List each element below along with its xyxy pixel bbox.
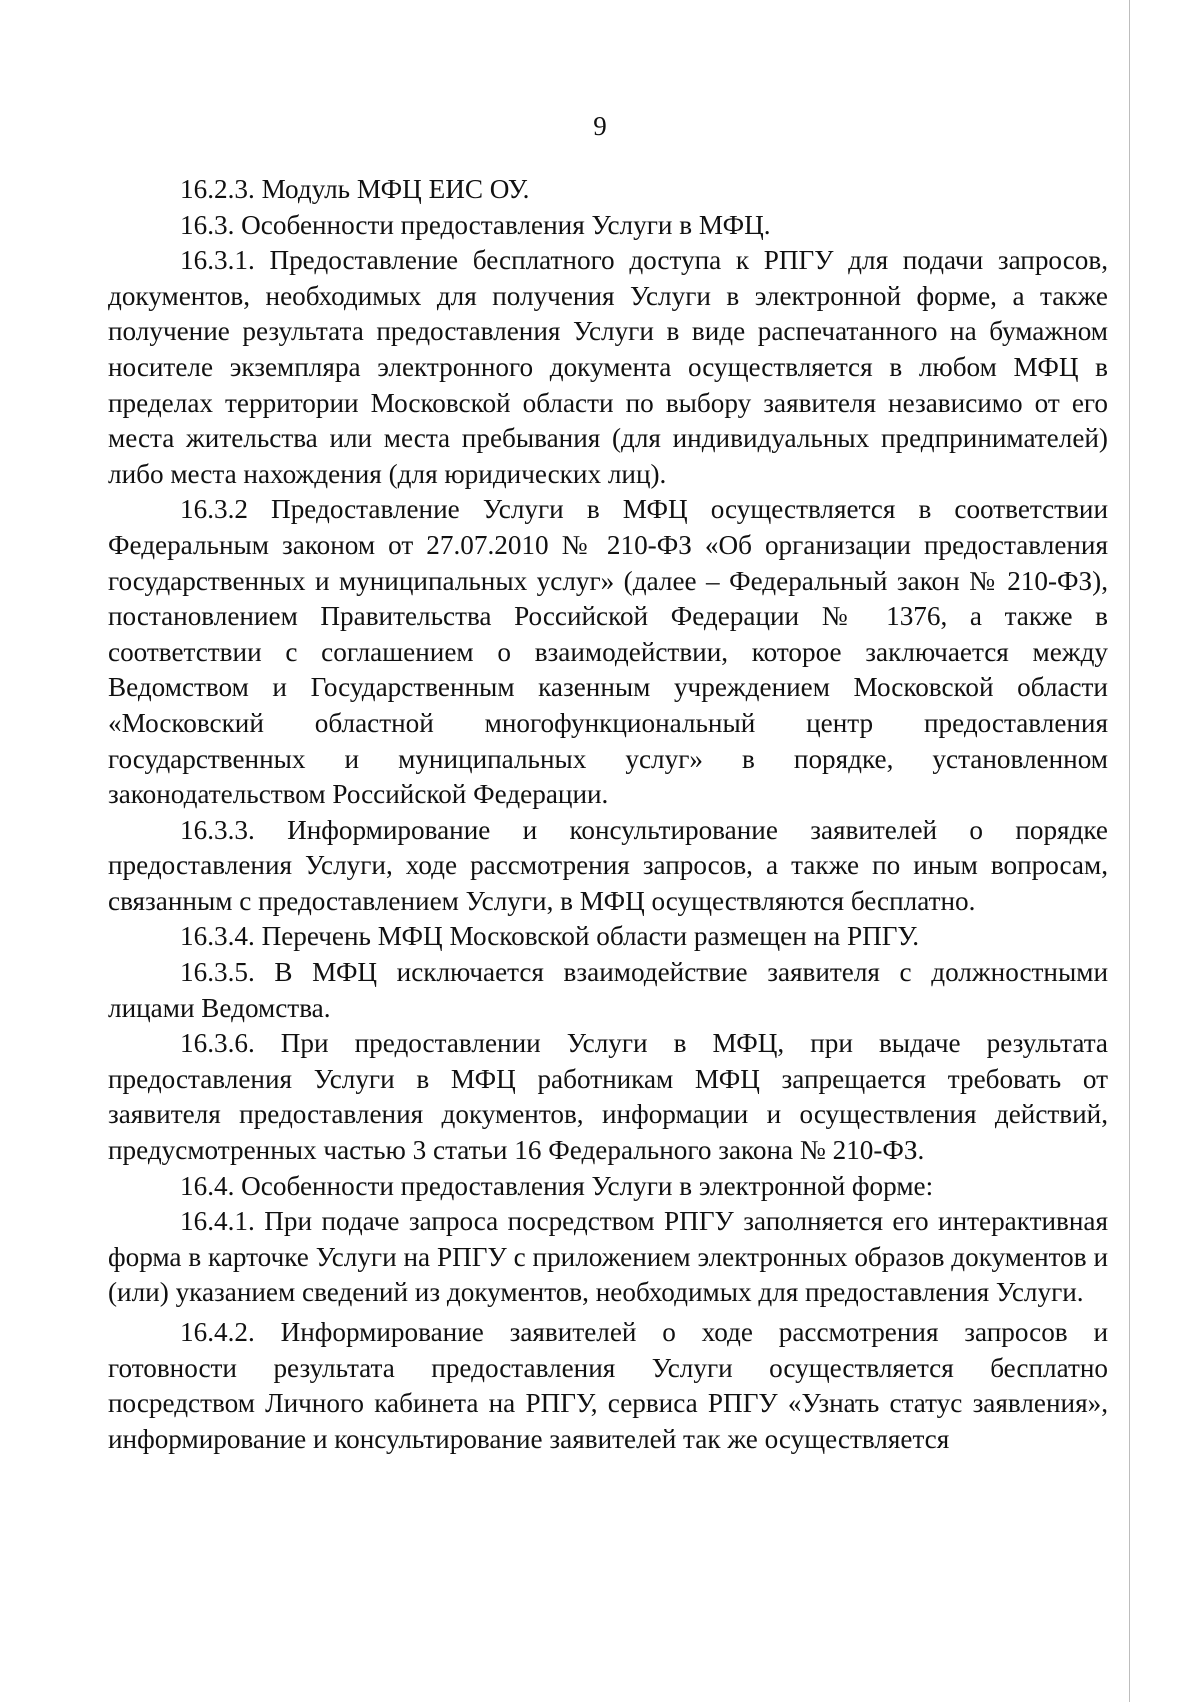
paragraph-16-3-1: 16.3.1. Предоставление бесплатного доступа к РПГУ для подачи запросов, документов, необходимых для получения Услуги в электронной форме, а также получение результата предоставления Услуги в виде распечатанного на бумажном носителе экземпляра электронного документа осуществляется в любом МФЦ в пределах территории Московской области по выбору заявителя независимо от его места жительства или места пребывания (для индивидуальных предпринимателей) либо места нахождения (для юридических лиц).	[108, 245, 1108, 489]
scan-edge-line	[1129, 0, 1130, 1702]
paragraph-16-3-2: 16.3.2 Предоставление Услуги в МФЦ осуществляется в соответствии Федеральным законом от 27.07.2010 № 210-ФЗ «Об организации предоставления государственных и муниципальных услуг» (далее – Федеральный закон № 210-ФЗ), постановлением Правительства Российской Федерации № 1376, а также в соответствии с соглашением о взаимодействии, которое заключается между Ведомством и Государственным казенным учреждением Московской области «Московский областной многофункциональный центр предоставления государственных и муниципальных услуг» в порядке, установленном законодательством Российской Федерации.	[108, 494, 1108, 810]
paragraph-16-3-6: 16.3.6. При предоставлении Услуги в МФЦ, при выдаче результата предоставления Услуги в МФЦ работникам МФЦ запрещается требовать от заявителя предоставления документов, информации и осуществления действий, предусмотренных частью 3 статьи 16 Федерального закона № 210-ФЗ.	[108, 1028, 1108, 1166]
paragraph-16-4-1: 16.4.1. При подаче запроса посредством РПГУ заполняется его интерактивная форма в карточке Услуги на РПГУ с приложением электронных образов документов и (или) указанием сведений из документов, необходимых для предоставления Услуги.	[108, 1206, 1108, 1308]
paragraph-16-3-5: 16.3.5. В МФЦ исключается взаимодействие заявителя с должностными лицами Ведомства.	[108, 957, 1108, 1023]
paragraph-16-2-3: 16.2.3. Модуль МФЦ ЕИС ОУ.	[180, 174, 530, 204]
paragraph-16-4: 16.4. Особенности предоставления Услуги в электронной форме:	[180, 1170, 934, 1201]
paragraph-16-3: 16.3. Особенности предоставления Услуги в МФЦ.	[180, 209, 771, 240]
paragraph-16-3-4: 16.3.4. Перечень МФЦ Московской области размещен на РПГУ.	[180, 921, 920, 952]
document-body	[108, 172, 1108, 1457]
paragraph-16-3-3: 16.3.3. Информирование и консультирование заявителей о порядке предоставления Услуги, ходе рассмотрения запросов, а также по иным вопросам, связанным с предоставлением Услуги, в МФЦ осуществляются бесплатно.	[108, 814, 1108, 916]
paragraph-16-4-2: 16.4.2. Информирование заявителей о ходе рассмотрения запросов и готовности результата предоставления Услуги осуществляется бесплатно посредством Личного кабинета на РПГУ, сервиса РПГУ «Узнать статус заявления», информирование и консультирование заявителей так же осуществляется	[108, 1317, 1108, 1454]
page-number: 9	[593, 111, 607, 141]
